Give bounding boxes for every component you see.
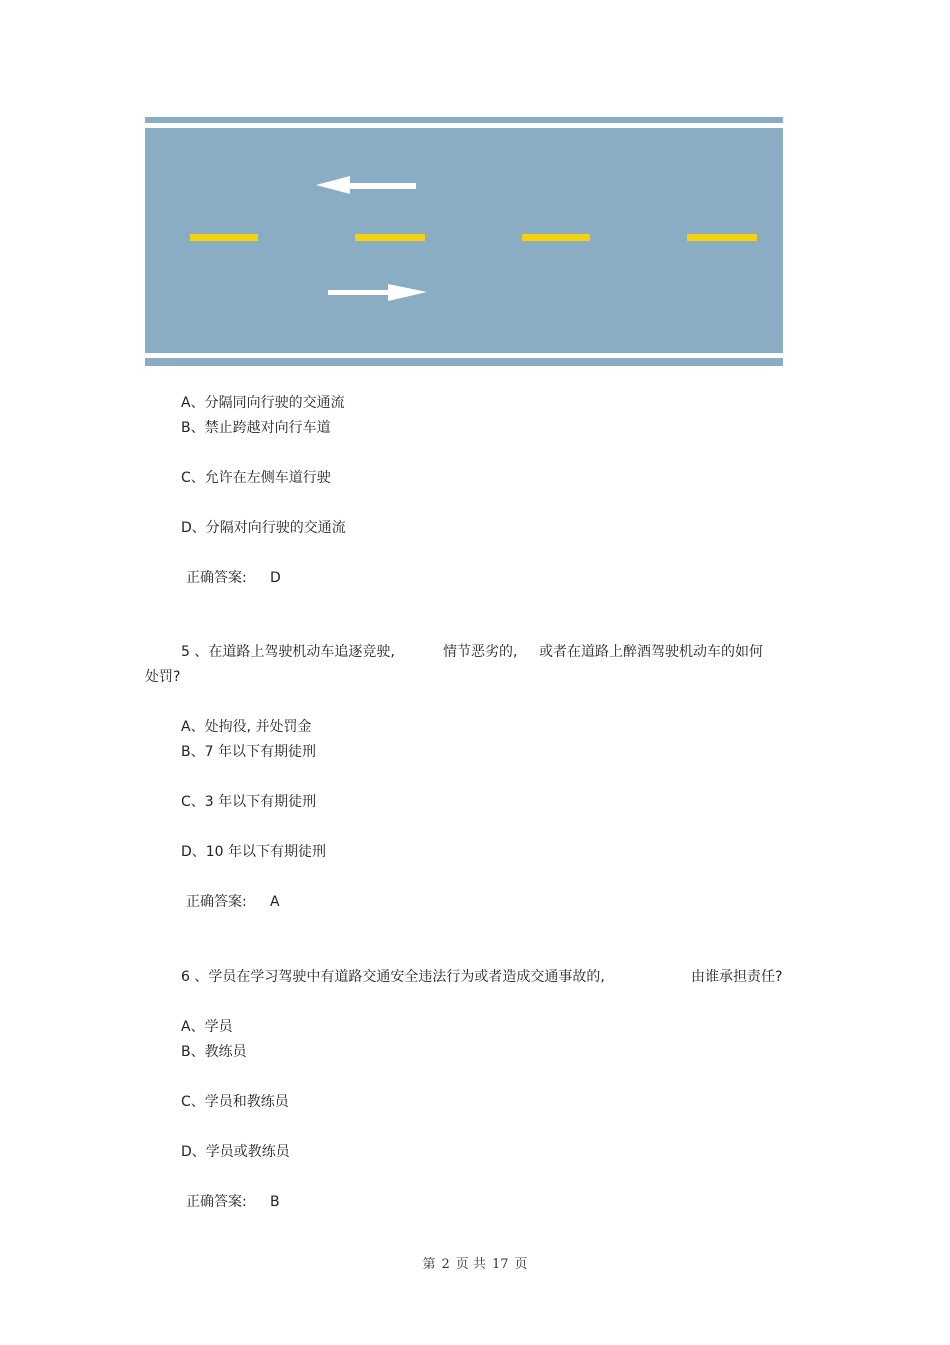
q5-stem-part1: 5 、在道路上驾驶机动车追逐竞驶,: [181, 644, 395, 660]
center-dash: [687, 234, 757, 241]
q5-option-b: B、7 年以下有期徒刑: [181, 744, 316, 760]
q6-stem-part2: 由谁承担责任?: [691, 969, 783, 985]
road-marking-illustration: [145, 117, 783, 366]
top-edge-line: [145, 123, 783, 128]
bottom-edge-line: [145, 353, 783, 358]
page-footer: [0, 1253, 950, 1272]
q5-option-a: A、处拘役, 并处罚金: [181, 719, 312, 735]
q5-stem-part2: 情节恶劣的,: [443, 644, 518, 660]
q4-option-b: B、禁止跨越对向行车道: [181, 420, 331, 436]
q5-answer-label: 正确答案:: [186, 894, 247, 910]
center-dash: [355, 234, 425, 241]
q6-option-d: D、学员或教练员: [181, 1144, 290, 1160]
q6-stem-part1: 6 、学员在学习驾驶中有道路交通安全违法行为或者造成交通事故的,: [181, 969, 605, 985]
footer-prefix: 第: [422, 1257, 436, 1272]
q6-option-b: B、教练员: [181, 1044, 247, 1060]
footer-page-number: 2: [441, 1257, 450, 1272]
q5-answer: A: [270, 894, 280, 910]
q6-answer: B: [270, 1194, 280, 1210]
road-surface: [145, 117, 783, 366]
q6-option-a: A、学员: [181, 1019, 233, 1035]
q4-option-d: D、分隔对向行驶的交通流: [181, 520, 346, 536]
q5-option-c: C、3 年以下有期徒刑: [181, 794, 317, 810]
footer-total-pages: 17: [491, 1257, 509, 1272]
q4-option-a: A、分隔同向行驶的交通流: [181, 395, 345, 411]
footer-middle: 页 共: [455, 1257, 486, 1272]
footer-suffix: 页: [514, 1257, 528, 1272]
q4-answer: D: [270, 570, 281, 586]
center-dash: [522, 234, 590, 241]
center-dash: [190, 234, 258, 241]
q4-option-c: C、允许在左侧车道行驶: [181, 470, 331, 486]
q4-answer-label: 正确答案:: [186, 570, 247, 586]
q6-option-c: C、学员和教练员: [181, 1094, 289, 1110]
q5-stem-part3: 或者在道路上醉酒驾驶机动车的如何: [539, 644, 763, 660]
q5-stem-line2: 处罚?: [145, 669, 181, 685]
q6-answer-label: 正确答案:: [186, 1194, 247, 1210]
q5-option-d: D、10 年以下有期徒刑: [181, 844, 327, 860]
